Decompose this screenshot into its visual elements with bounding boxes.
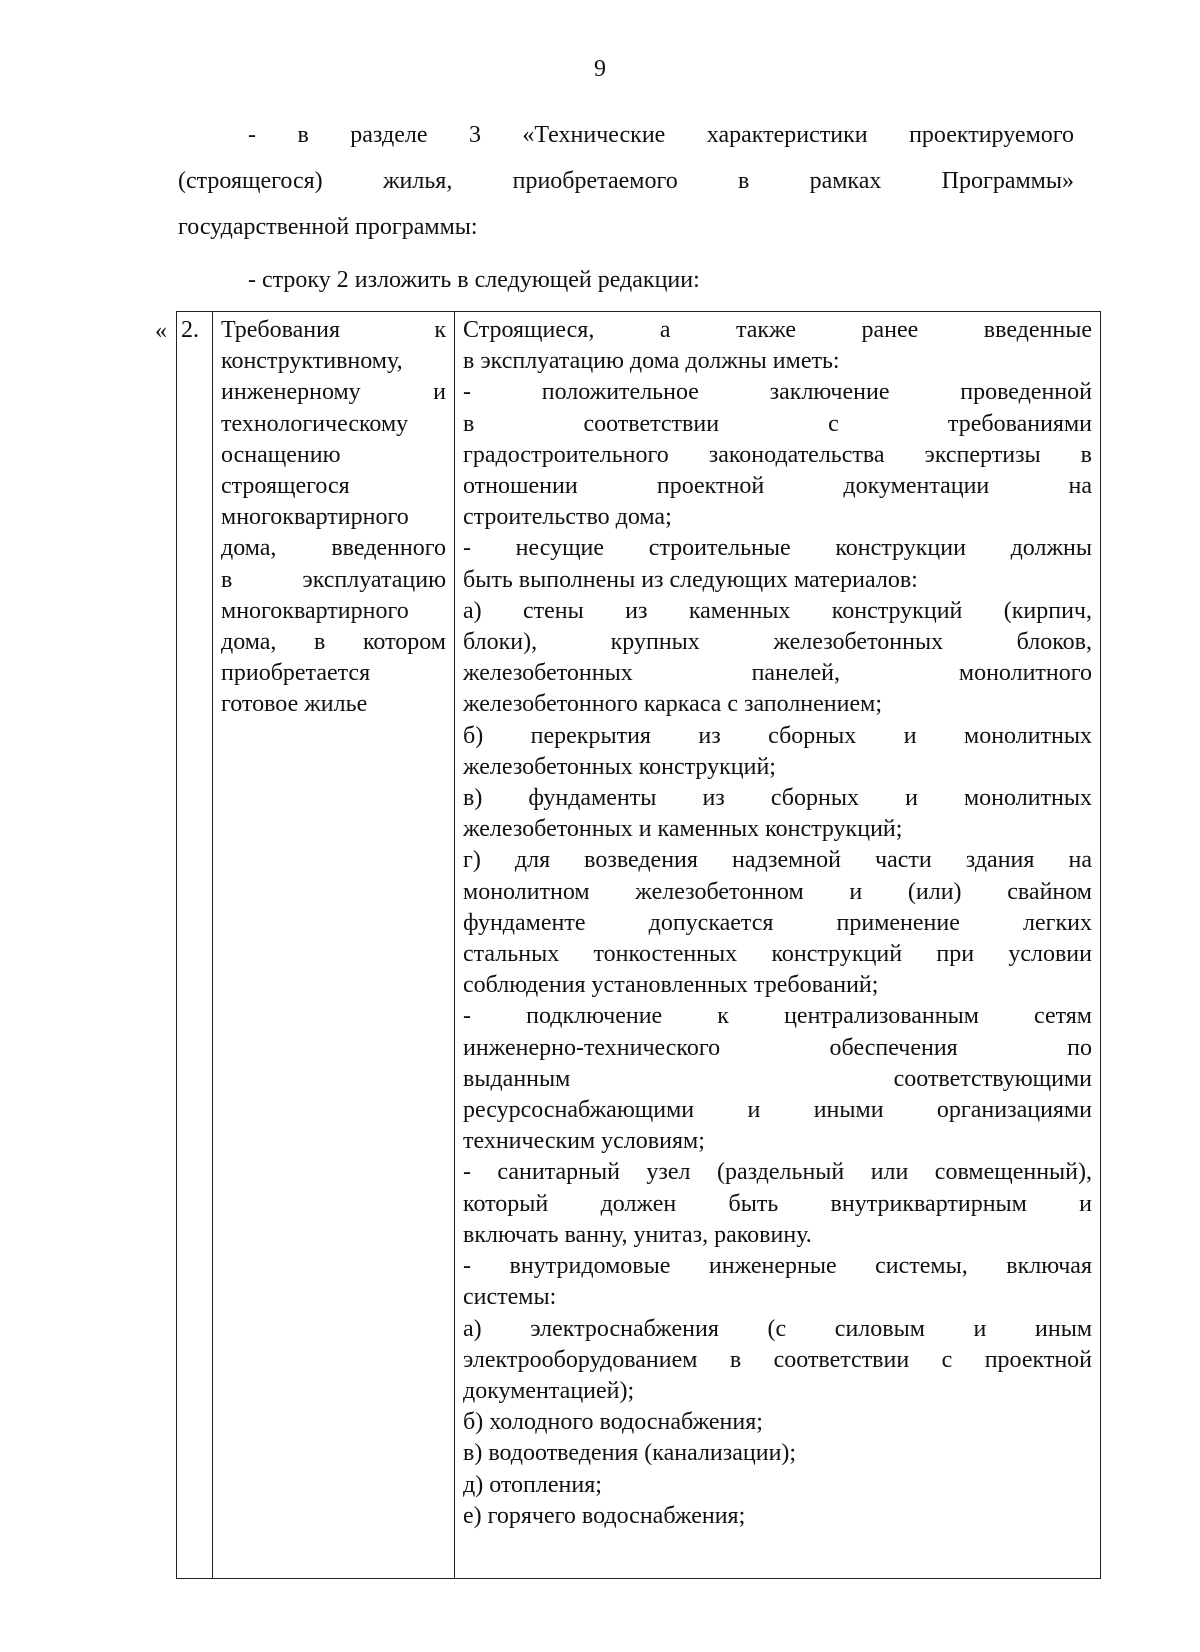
- requirement-name-line: в эксплуатацию: [221, 566, 446, 593]
- requirement-name-cell: [213, 312, 455, 1579]
- requirement-content-line: монолитном железобетонном и (или) свайном: [463, 878, 1092, 905]
- requirement-content-line: в) фундаменты из сборных и монолитных: [463, 785, 1092, 812]
- requirement-content-line: электрооборудованием в соответствии с проектной: [463, 1346, 1092, 1373]
- requirement-name-line: дома, в котором: [221, 629, 446, 656]
- requirement-content-line: г) для возведения надземной части здания на: [463, 847, 1092, 874]
- requirement-content-line: в эксплуатацию дома должны иметь:: [463, 348, 840, 375]
- row-number-cell: [177, 312, 213, 1579]
- requirement-content-line: а) электроснабжения (с силовым и иным: [463, 1315, 1092, 1342]
- requirement-content-line: б) холодного водоснабжения;: [463, 1409, 763, 1436]
- requirement-content-line: системы:: [463, 1284, 557, 1311]
- requirement-content-line: блоки), крупных железобетонных блоков,: [463, 629, 1092, 656]
- row-number: 2.: [181, 317, 199, 343]
- requirement-name-line: конструктивному,: [221, 348, 403, 375]
- requirement-content-cell: [455, 312, 1101, 1579]
- requirement-content-line: быть выполнены из следующих материалов:: [463, 566, 918, 593]
- requirement-content-line: б) перекрытия из сборных и монолитных: [463, 722, 1092, 749]
- requirement-name-line: Требования к: [221, 317, 446, 343]
- requirement-content-line: - подключение к централизованным сетям: [463, 1003, 1092, 1030]
- requirement-content-line: - внутридомовые инженерные системы, включая: [463, 1253, 1092, 1280]
- requirement-name-line: многоквартирного: [221, 504, 409, 531]
- requirement-content-line: железобетонного каркаса с заполнением;: [463, 691, 882, 718]
- requirement-content-line: железобетонных панелей, монолитного: [463, 660, 1092, 687]
- requirement-content-line: инженерно-технического обеспечения по: [463, 1034, 1092, 1061]
- requirement-content-line: градостроительного законодательства экспертизы в: [463, 441, 1092, 468]
- requirement-content-line: отношении проектной документации на: [463, 473, 1092, 500]
- opening-quote-mark: «: [155, 318, 167, 344]
- page-number: 9: [594, 56, 606, 82]
- requirement-name-line: оснащению: [221, 441, 341, 468]
- requirement-content-line: который должен быть внутриквартирным и: [463, 1190, 1092, 1217]
- requirement-content-line: в соответствии с требованиями: [463, 410, 1092, 437]
- requirement-name-line: инженерному и: [221, 379, 446, 406]
- requirement-name-line: готовое жилье: [221, 691, 368, 718]
- requirement-name-line: многоквартирного: [221, 597, 409, 624]
- requirement-content-line: ресурсоснабжающими и иными организациями: [463, 1097, 1092, 1124]
- requirement-content-line: - санитарный узел (раздельный или совмещенный),: [463, 1159, 1092, 1186]
- requirement-content-line: техническим условиям;: [463, 1128, 705, 1155]
- requirement-content-line: строительство дома;: [463, 504, 672, 531]
- requirement-content-line: - положительное заключение проведенной: [463, 379, 1092, 406]
- intro-line-1-text: - в разделе 3 «Технические характеристики проектируемого: [248, 122, 1074, 148]
- requirement-content-line: стальных тонкостенных конструкций при условии: [463, 941, 1092, 968]
- requirement-content-line: соблюдения установленных требований;: [463, 972, 879, 999]
- requirement-name-line: технологическому: [221, 410, 409, 437]
- requirement-content-line: в) водоотведения (канализации);: [463, 1440, 797, 1467]
- intro-line-3: государственной программы:: [178, 214, 478, 240]
- requirement-content-line: документацией);: [463, 1377, 635, 1404]
- requirement-content-line: - несущие строительные конструкции должны: [463, 535, 1092, 562]
- intro-line-2: (строящегося) жилья, приобретаемого в рамках Программы»: [178, 168, 1074, 194]
- requirement-content-line: фундаменте допускается применение легких: [463, 909, 1092, 936]
- requirement-name-line: приобретается: [221, 660, 371, 687]
- requirement-name-line: дома, введенного: [221, 535, 446, 562]
- intro-line-1: [178, 120, 1074, 151]
- table-row: [177, 312, 1101, 1579]
- requirement-content-line: выданным соответствующими: [463, 1065, 1092, 1092]
- requirement-name-line: строящегося: [221, 473, 350, 500]
- requirement-content-line: д) отопления;: [463, 1471, 602, 1498]
- intro-line-4: - строку 2 изложить в следующей редакции:: [248, 267, 700, 293]
- requirement-content-line: а) стены из каменных конструкций (кирпич,: [463, 597, 1092, 624]
- requirement-content-line: включать ванну, унитаз, раковину.: [463, 1221, 812, 1248]
- requirement-content-line: железобетонных конструкций;: [463, 753, 776, 780]
- requirement-content-line: е) горячего водоснабжения;: [463, 1502, 746, 1529]
- requirement-content-line: железобетонных и каменных конструкций;: [463, 816, 903, 843]
- requirements-table: [176, 311, 1101, 1579]
- requirement-content-line: Строящиеся, а также ранее введенные: [463, 317, 1092, 343]
